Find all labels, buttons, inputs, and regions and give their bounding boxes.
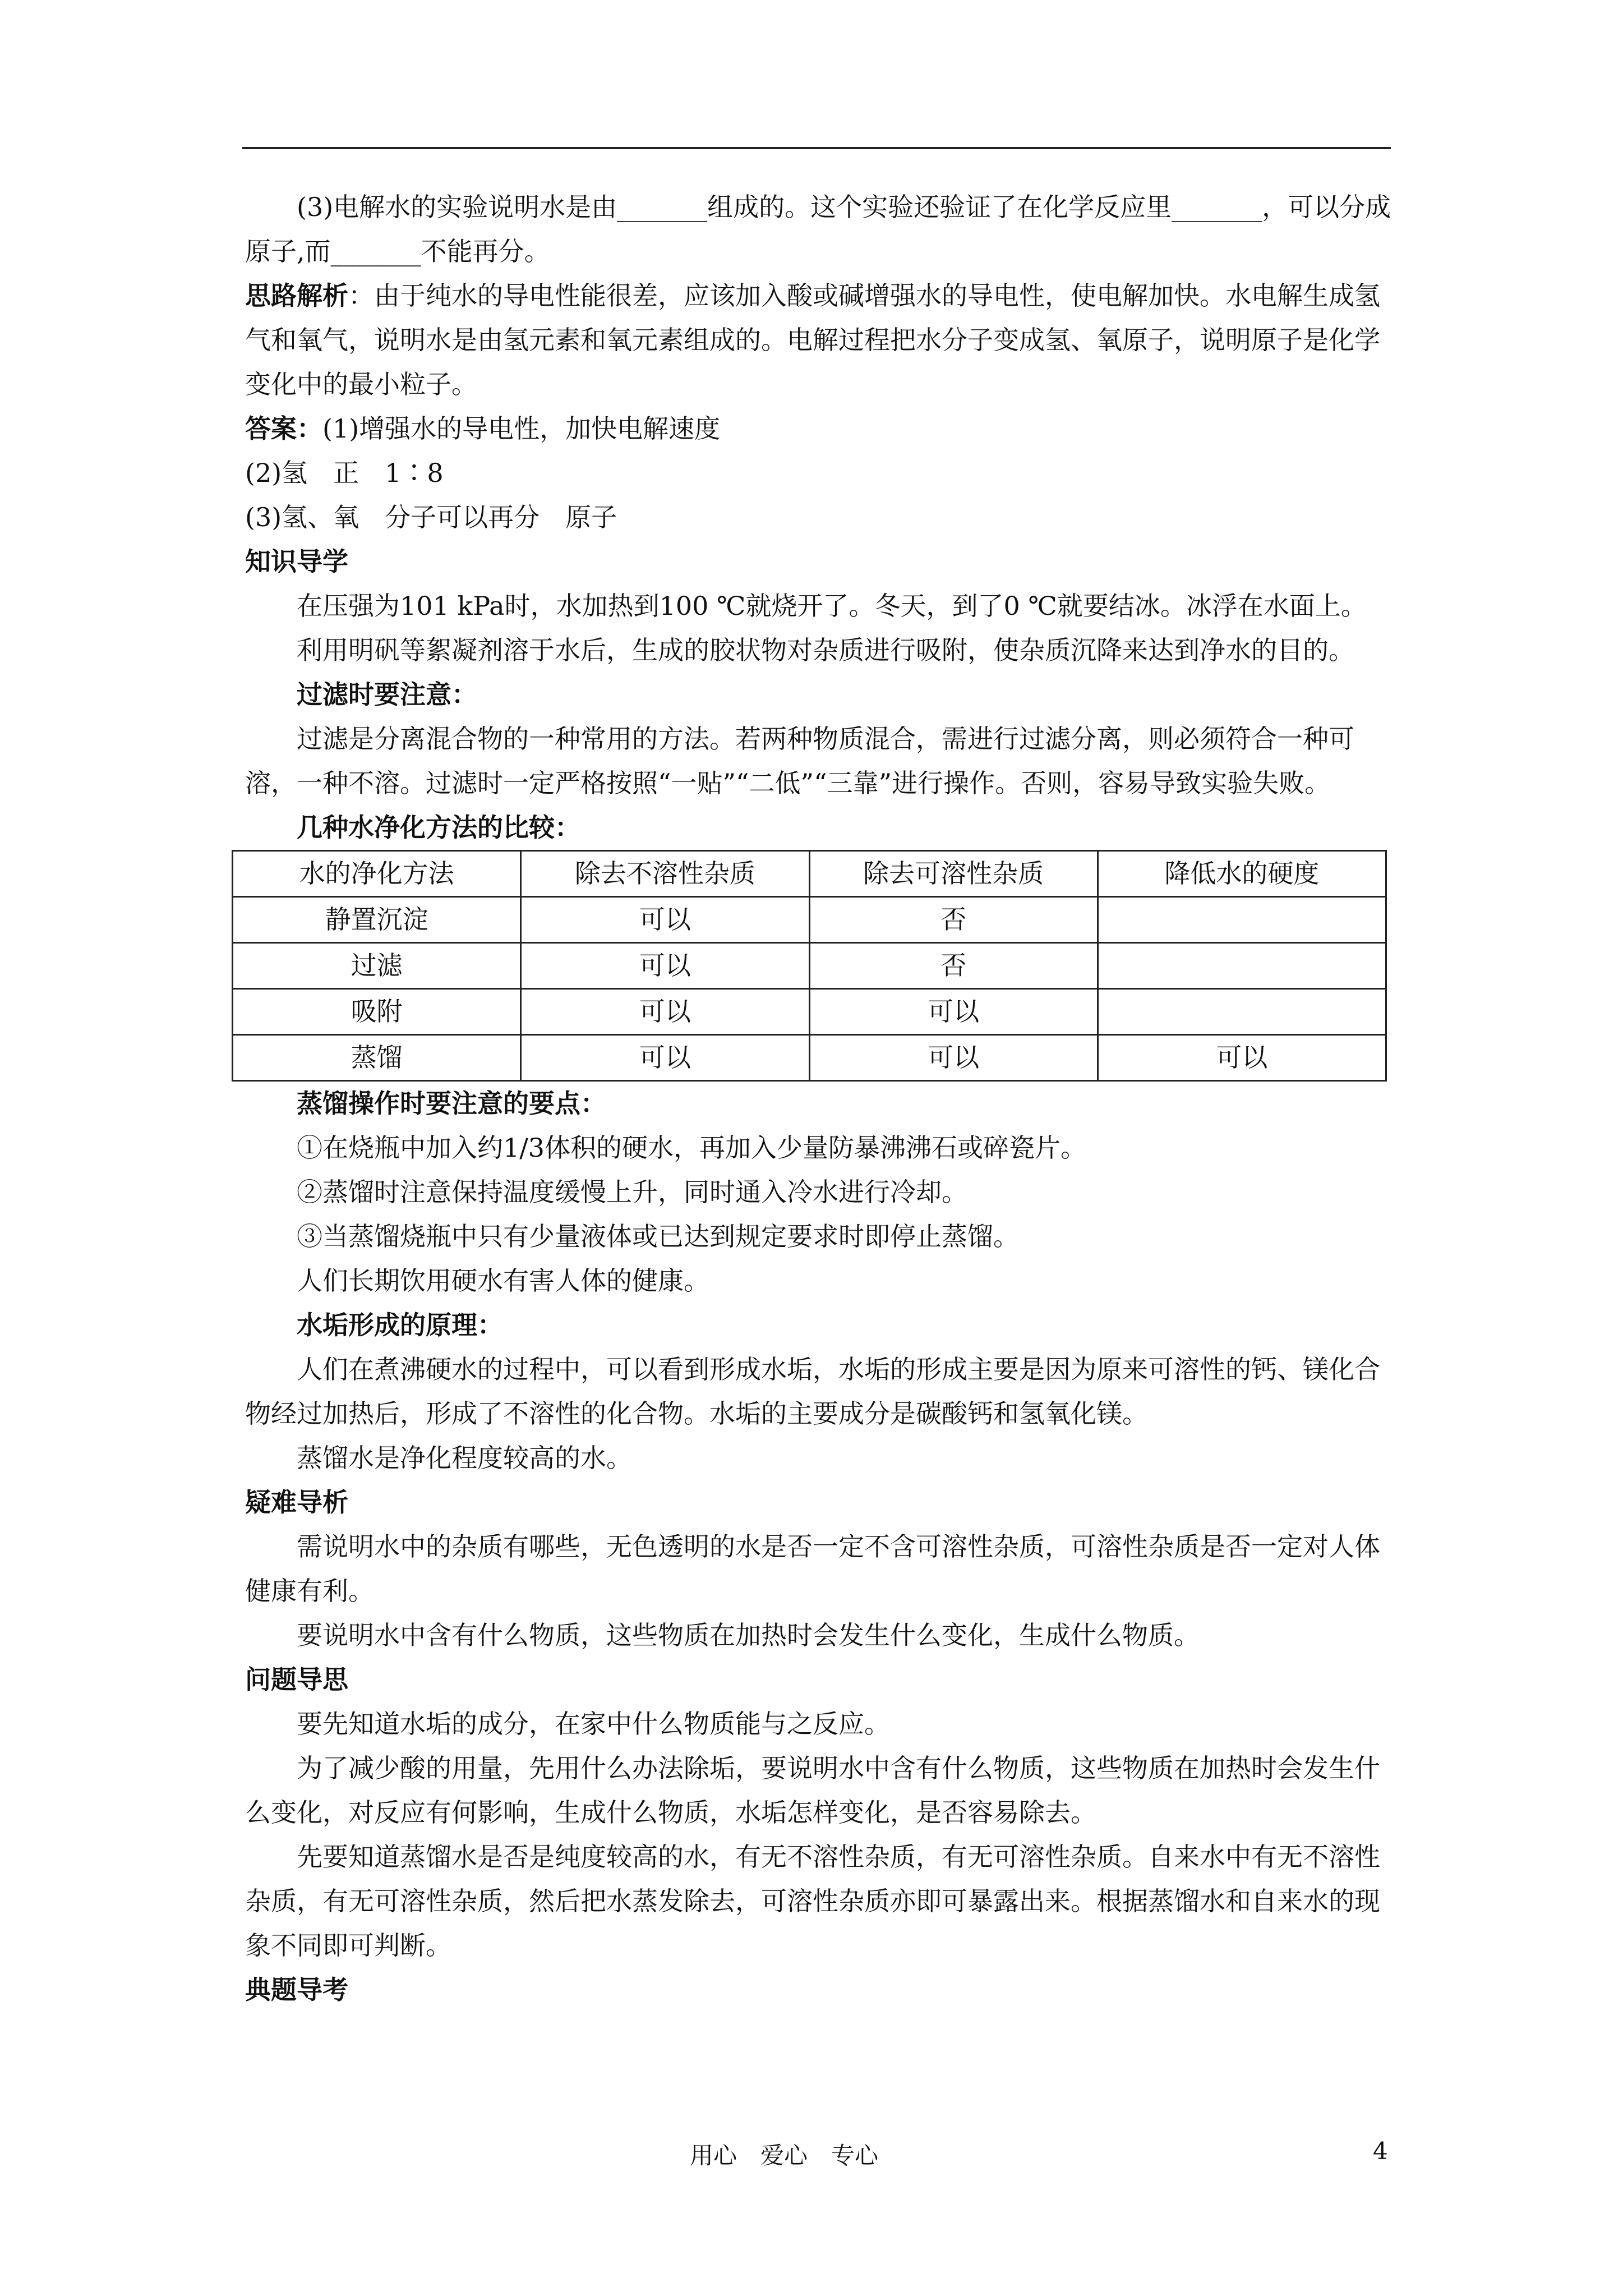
table-header-row <box>233 851 1386 897</box>
distillation-point-1: ①在烧瓶中加入约1/3体积的硬水，再加入少量防暴沸沸石或碎瓷片。 <box>297 1133 1087 1163</box>
distillation-subheading: 蒸馏操作时要注意的要点： <box>297 1088 606 1119</box>
difficult-paragraph-1: 需说明水中的杂质有哪些，无色透明的水是否一定不含可溶性杂质，可溶性杂质是否一定对人体健康有利。 <box>245 1531 1380 1606</box>
table-header-cell: 除去不溶性杂质 <box>521 851 809 897</box>
table-row <box>233 897 1386 943</box>
table-header-cell: 降低水的硬度 <box>1098 851 1386 897</box>
knowledge-paragraph-1: 在压强为101 kPa时，水加热到100 ℃就烧开了。冬天，到了0 ℃就要结冰。冰浮在水面上。 <box>297 591 1367 621</box>
answer-3: (3)氢、氧 分子可以再分 原子 <box>245 502 617 532</box>
answer-label: 答案： <box>245 413 322 444</box>
question-paragraph-1: 要先知道水垢的成分，在家中什么物质能与之反应。 <box>297 1709 890 1739</box>
scale-paragraph: 人们在煮沸硬水的过程中，可以看到形成水垢，水垢的形成主要是因为原来可溶性的钙、镁化合物经过加热后，形成了不溶性的化合物。水垢的主要成分是碳酸钙和氢氧化镁。 <box>245 1354 1380 1429</box>
section-heading-difficult: 疑难导析 <box>245 1487 348 1517</box>
table-cell <box>1098 943 1386 989</box>
table-header-cell: 水的净化方法 <box>233 851 521 897</box>
table-cell: 可以 <box>521 1035 809 1081</box>
table-cell: 可以 <box>521 989 809 1035</box>
comparison-subheading: 几种水净化方法的比较： <box>297 812 580 843</box>
distillation-point-3: ③当蒸馏烧瓶中只有少量液体或已达到规定要求时即停止蒸馏。 <box>297 1221 1019 1251</box>
table-cell: 可以 <box>809 989 1098 1035</box>
table-cell: 可以 <box>809 1035 1098 1081</box>
analysis-paragraph <box>245 274 1392 407</box>
header-rule <box>242 147 1391 149</box>
analysis-text: ：由于纯水的导电性能很差，应该加入酸或碱增强水的导电性，使电解加快。水电解生成氢气和氧气，说明水是由氢元素和氧元素组成的。电解过程把水分子变成氢、氧原子，说明原子是化学变化中的最小粒子。 <box>245 280 1380 399</box>
analysis-label: 思路解析 <box>245 280 348 311</box>
section-heading-knowledge: 知识导学 <box>245 546 348 577</box>
filter-paragraph: 过滤是分离混合物的一种常用的方法。若两种物质混合，需进行过滤分离，则必须符合一种可溶，一种不溶。过滤时一定严格按照“一贴”“二低”“三靠”进行操作。否则，容易导致实验失败。 <box>245 724 1354 798</box>
section-heading-example: 典题导考 <box>245 1975 348 2005</box>
difficult-paragraph-2: 要说明水中含有什么物质，这些物质在加热时会发生什么变化，生成什么物质。 <box>297 1620 1200 1650</box>
filter-subheading: 过滤时要注意： <box>297 679 477 710</box>
table-cell: 可以 <box>521 897 809 943</box>
question-paragraph-2: 为了减少酸的用量，先用什么办法除垢，要说明水中含有什么物质，这些物质在加热时会发生什么变化，对反应有何影响，生成什么物质，水垢怎样变化，是否容易除去。 <box>245 1753 1380 1828</box>
answer-1: (1)增强水的导电性，加快电解速度 <box>322 413 721 444</box>
table-cell: 静置沉淀 <box>233 897 521 943</box>
knowledge-paragraph-2: 利用明矾等絮凝剂溶于水后，生成的胶状物对杂质进行吸附，使杂质沉降来达到净水的目的。 <box>297 635 1354 665</box>
section-heading-question: 问题导思 <box>245 1664 348 1695</box>
table-cell: 可以 <box>1098 1035 1386 1081</box>
scale-subheading: 水垢形成的原理： <box>297 1310 503 1340</box>
footer-motto: 用心 爱心 专心 <box>690 2142 879 2169</box>
table-cell <box>1098 897 1386 943</box>
page-number: 4 <box>1373 2137 1388 2165</box>
purification-comparison-table <box>232 850 1387 1082</box>
table-cell: 可以 <box>521 943 809 989</box>
answer-line-1 <box>245 407 1392 451</box>
table-header-cell: 除去可溶性杂质 <box>809 851 1098 897</box>
distillation-point-2: ②蒸馏时注意保持温度缓慢上升，同时通入冷水进行冷却。 <box>297 1177 967 1207</box>
table-row <box>233 1035 1386 1081</box>
hard-water-note: 人们长期饮用硬水有害人体的健康。 <box>297 1266 709 1296</box>
answer-2: (2)氢 正 1∶8 <box>245 458 444 488</box>
question-paragraph-3: 先要知道蒸馏水是否是纯度较高的水，有无不溶性杂质，有无可溶性杂质。自来水中有无不溶性杂质，有无可溶性杂质，然后把水蒸发除去，可溶性杂质亦即可暴露出来。根据蒸馏水和自来水的现象不同即可判断。 <box>245 1842 1380 1961</box>
table-cell: 否 <box>809 897 1098 943</box>
page-content <box>245 185 1392 2012</box>
table-cell <box>1098 989 1386 1035</box>
table-cell: 过滤 <box>233 943 521 989</box>
table-row <box>233 943 1386 989</box>
table-row <box>233 989 1386 1035</box>
table-cell: 否 <box>809 943 1098 989</box>
table-cell: 蒸馏 <box>233 1035 521 1081</box>
question-3-text: (3)电解水的实验说明水是由_______组成的。这个实验还验证了在化学反应里_______，可以分成原子,而_______不能再分。 <box>245 192 1391 266</box>
table-cell: 吸附 <box>233 989 521 1035</box>
distilled-water-note: 蒸馏水是净化程度较高的水。 <box>297 1443 632 1473</box>
